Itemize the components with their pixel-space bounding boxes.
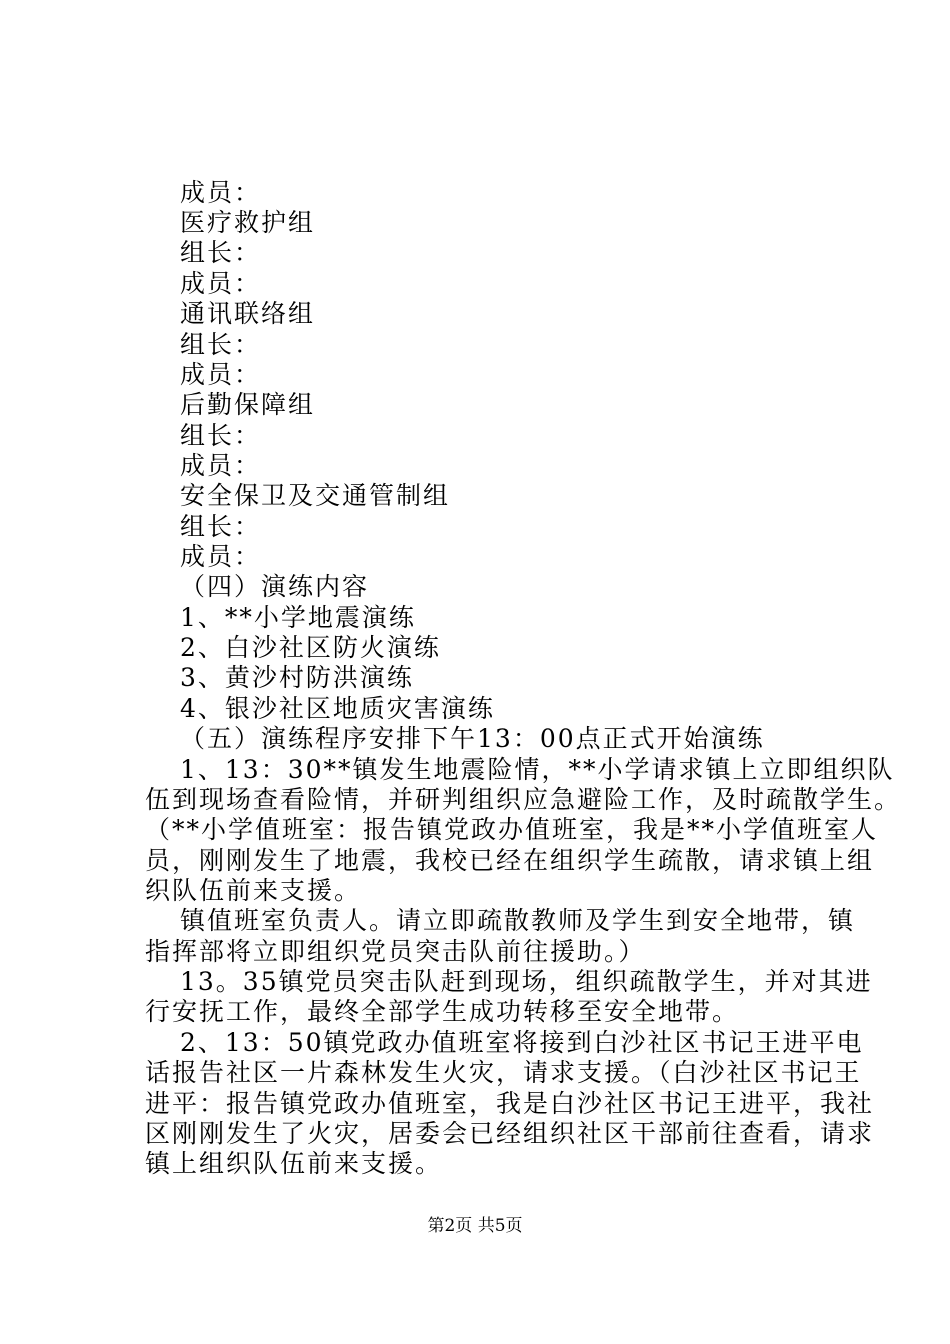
list-item: 3、黄沙村防洪演练 — [180, 663, 414, 692]
paragraph-line: 进平：报告镇党政办值班室，我是白沙社区书记王进平，我社 — [145, 1089, 875, 1118]
text-line: 成员： — [180, 542, 262, 571]
paragraph-line: 镇值班室负责人。请立即疏散教师及学生到安全地带，镇 — [180, 906, 856, 935]
text-line: 组长： — [180, 421, 262, 450]
text-line: 组长： — [180, 512, 262, 541]
paragraph-line: 区刚刚发生了火灾，居委会已经组织社区干部前往查看，请求 — [145, 1119, 875, 1148]
text-line: 成员： — [180, 360, 262, 389]
paragraph-line: 伍到现场查看险情，并研判组织应急避险工作，及时疏散学生。 — [145, 785, 902, 814]
paragraph-line: 镇上组织队伍前来支援。 — [145, 1149, 443, 1178]
paragraph-line: 员，刚刚发生了地震，我校已经在组织学生疏散，请求镇上组 — [145, 846, 875, 875]
text-line: 成员： — [180, 178, 262, 207]
paragraph-line: 指挥部将立即组织党员突击队前往援助。） — [145, 937, 646, 966]
paragraph-line: 织队伍前来支援。 — [145, 876, 362, 905]
text-line: 通讯联络组 — [180, 299, 316, 328]
text-line: 安全保卫及交通管制组 — [180, 481, 451, 510]
paragraph-line: 行安抚工作，最终全部学生成功转移至安全地带。 — [145, 997, 740, 1026]
page-footer: 第2页 共5页 — [427, 1216, 523, 1236]
text-line: 医疗救护组 — [180, 208, 316, 237]
list-item: 2、白沙社区防火演练 — [180, 633, 441, 662]
text-line: 组长： — [180, 330, 262, 359]
paragraph-line: 1、13：30**镇发生地震险情，**小学请求镇上立即组织队 — [180, 755, 895, 784]
list-item: 4、银沙社区地质灾害演练 — [180, 694, 495, 723]
text-line: 后勤保障组 — [180, 390, 316, 419]
section-heading: （五）演练程序安排下午13：00点正式开始演练 — [180, 724, 765, 753]
paragraph-line: 13。35镇党员突击队赶到现场，组织疏散学生，并对其进 — [180, 967, 873, 996]
section-heading: （四）演练内容 — [180, 572, 370, 601]
text-line: 组长： — [180, 238, 262, 267]
list-item: 1、**小学地震演练 — [180, 603, 416, 632]
text-line: 成员： — [180, 451, 262, 480]
paragraph-line: （**小学值班室：报告镇党政办值班室，我是**小学值班室人 — [145, 815, 879, 844]
paragraph-line: 2、13：50镇党政办值班室将接到白沙社区书记王进平电 — [180, 1028, 864, 1057]
text-line: 成员： — [180, 269, 262, 298]
paragraph-line: 话报告社区一片森林发生火灾，请求支援。（白沙社区书记王 — [145, 1058, 862, 1087]
